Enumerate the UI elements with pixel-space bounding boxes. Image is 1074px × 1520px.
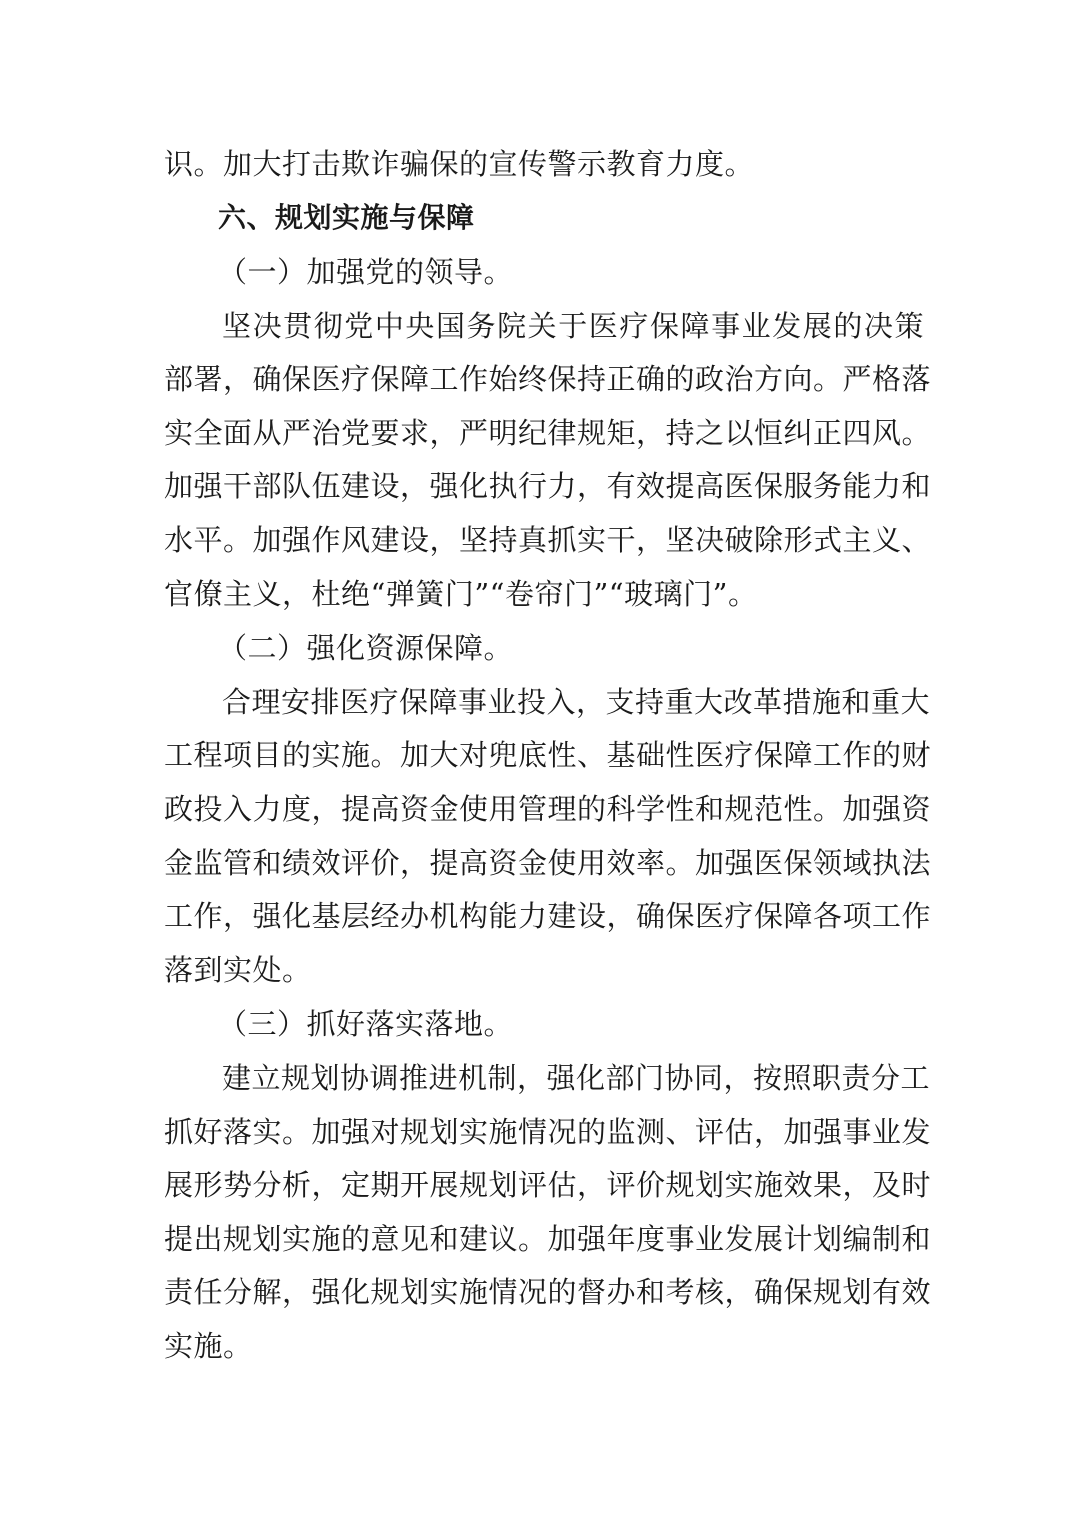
- paragraph-line: 提出规划实施的意见和建议。加强年度事业发展计划编制和: [164, 1222, 932, 1256]
- subsection-heading: （二）强化资源保障。: [218, 631, 514, 665]
- subsection-heading: （一）加强党的领导。: [218, 255, 514, 289]
- paragraph-line: 责任分解，强化规划实施情况的督办和考核，确保规划有效: [164, 1275, 932, 1309]
- subsection-heading: （三）抓好落实落地。: [218, 1007, 514, 1041]
- paragraph-line: 建立规划协调推进机制，强化部门协同，按照职责分工: [222, 1061, 931, 1095]
- paragraph-line: 落到实处。: [164, 953, 312, 987]
- paragraph-line: 实施。: [164, 1329, 253, 1363]
- paragraph-line: 金监管和绩效评价，提高资金使用效率。加强医保领域执法: [164, 846, 932, 880]
- paragraph-line: 抓好落实。加强对规划实施情况的监测、评估，加强事业发: [164, 1115, 932, 1149]
- paragraph-line: 识。加大打击欺诈骗保的宣传警示教育力度。: [164, 147, 755, 181]
- paragraph-line: 坚决贯彻党中央国务院关于医疗保障事业发展的决策: [222, 309, 924, 343]
- paragraph-line: 工作，强化基层经办机构能力建设，确保医疗保障各项工作: [164, 899, 932, 933]
- section-heading: 六、规划实施与保障: [218, 201, 475, 234]
- paragraph-line: 工程项目的实施。加大对兜底性、基础性医疗保障工作的财: [164, 738, 932, 772]
- paragraph-line: 合理安排医疗保障事业投入，支持重大改革措施和重大: [222, 685, 931, 719]
- paragraph-line: 加强干部队伍建设，强化执行力，有效提高医保服务能力和: [164, 469, 932, 503]
- paragraph-line: 政投入力度，提高资金使用管理的科学性和规范性。加强资: [164, 792, 932, 826]
- paragraph-line: 部署，确保医疗保障工作始终保持正确的政治方向。严格落: [164, 362, 932, 396]
- paragraph-line: 水平。加强作风建设，坚持真抓实干，坚决破除形式主义、: [164, 523, 932, 557]
- paragraph-line: 实全面从严治党要求，严明纪律规矩，持之以恒纠正四风。: [164, 416, 932, 450]
- paragraph-line: 展形势分析，定期开展规划评估，评价规划实施效果，及时: [164, 1168, 932, 1202]
- paragraph-line: 官僚主义，杜绝“弹簧门”“卷帘门”“玻璃门”。: [164, 577, 758, 611]
